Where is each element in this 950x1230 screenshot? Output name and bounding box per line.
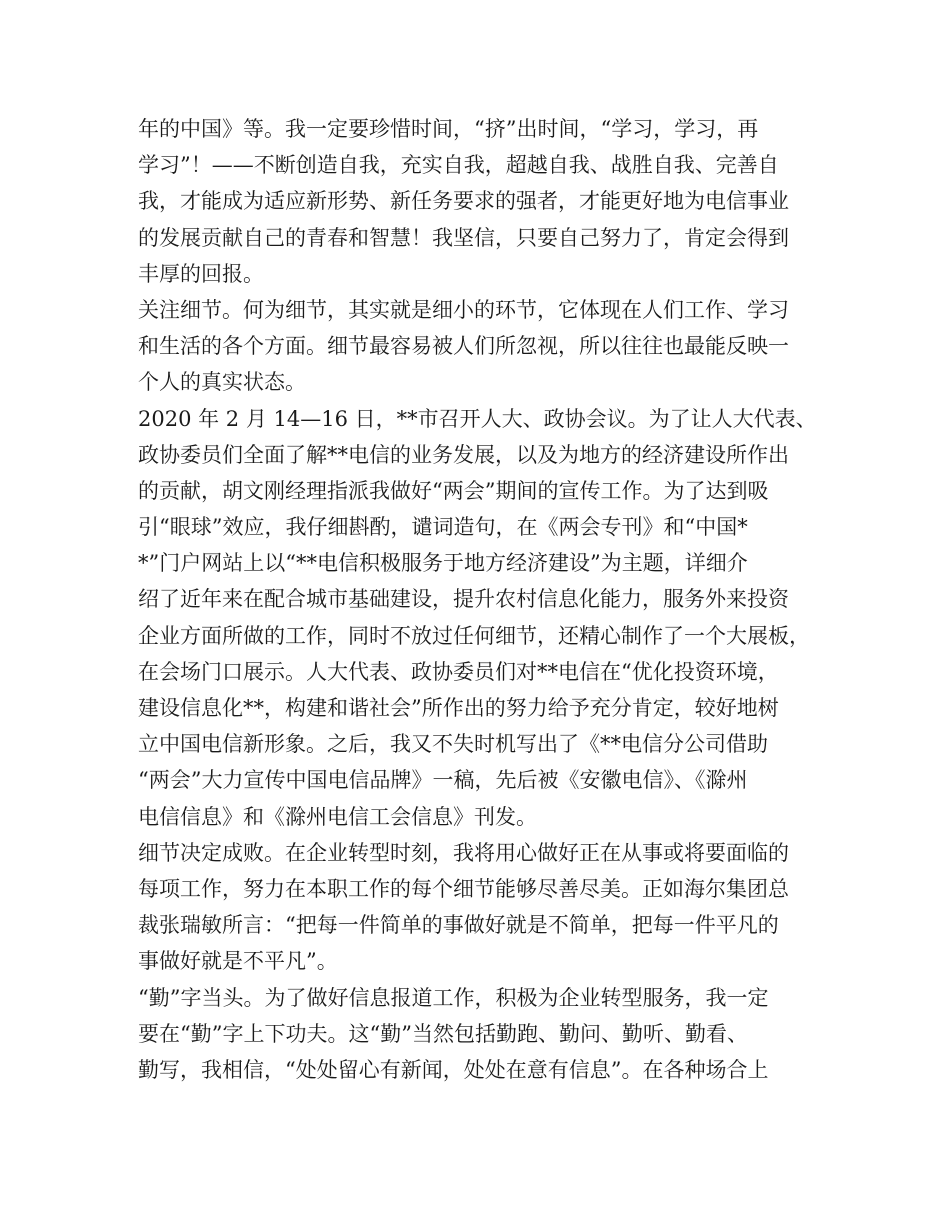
text-line: 裁张瑞敏所言：“把每一件简单的事做好就是不简单，把每一件平凡的 (138, 913, 779, 938)
text-line: “两会”大力宣传中国电信品牌》一稿，先后被《安徽电信》、《滁州 (138, 768, 748, 793)
text-line: 每项工作，努力在本职工作的每个细节能够尽善尽美。正如海尔集团总 (138, 876, 789, 901)
text-line: 勤写，我相信，“处处留心有新闻，处处在意有信息”。在各种场合上 (138, 1057, 769, 1082)
text-line: 丰厚的回报。 (138, 261, 264, 286)
text-line: 绍了近年来在配合城市基础建设，提升农村信息化能力，服务外来投资 (138, 587, 789, 612)
text-line: 政协委员们全面了解**电信的业务发展，以及为地方的经济建设所作出 (138, 442, 789, 467)
text-line: 立中国电信新形象。之后，我又不失时机写出了《**电信分公司借助 (138, 732, 768, 757)
text-line: 细节决定成败。在企业转型时刻，我将用心做好正在从事或将要面临的 (138, 840, 789, 865)
document-body (138, 111, 818, 1088)
text-line: 学习”！——不断创造自我，充实自我，超越自我、战胜自我、完善自 (138, 153, 779, 178)
text-line: 建设信息化**，构建和谐社会”所作出的努力给予充分肯定，较好地树 (138, 696, 779, 720)
text-line: 引“眼球”效应，我仔细斟酌，谴词造句，在《两会专刊》和“中国* (138, 515, 748, 540)
text-line: *”门户网站上以“**电信积极服务于地方经济建设”为主题，详细介 (138, 551, 748, 576)
text-line: “勤”字当头。为了做好信息报道工作，积极为企业转型服务，我一定 (138, 985, 769, 1010)
text-line: 2020 年 2 月 14—16 日，**市召开人大、政协会议。为了让人大代表、 (138, 406, 817, 431)
text-line: 电信信息》和《滁州电信工会信息》刊发。 (138, 804, 537, 829)
text-line: 我，才能成为适应新形势、新任务要求的强者，才能更好地为电信事业 (138, 189, 789, 214)
text-line: 个人的真实状态。 (138, 370, 306, 395)
text-line: 关注细节。何为细节，其实就是细小的环节，它体现在人们工作、学习 (138, 297, 789, 322)
text-line: 企业方面所做的工作，同时不放过任何细节，还精心制作了一个大展板， (138, 623, 810, 648)
text-line: 和生活的各个方面。细节最容易被人们所忽视，所以往往也最能反映一 (138, 334, 789, 359)
text-line: 要在“勤”字上下功夫。这“勤”当然包括勤跑、勤问、勤听、勤看、 (138, 1021, 748, 1046)
text-line: 的贡献，胡文刚经理指派我做好“两会”期间的宣传工作。为了达到吸 (138, 478, 769, 503)
text-line: 事做好就是不平凡”。 (138, 949, 338, 974)
text-line: 的发展贡献自己的青春和智慧！我坚信，只要自己努力了，肯定会得到 (138, 225, 789, 250)
text-line: 年的中国》等。我一定要珍惜时间，“挤”出时间，“学习，学习，再 (138, 117, 759, 141)
text-line: 在会场门口展示。人大代表、政协委员们对**电信在“优化投资环境， (138, 659, 779, 684)
